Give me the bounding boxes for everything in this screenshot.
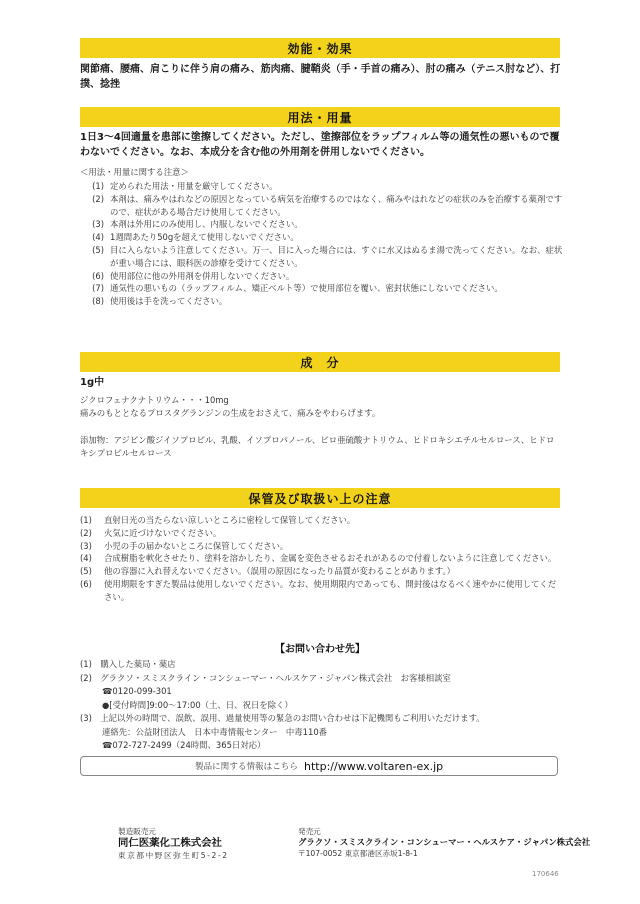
storage-item [80,514,560,527]
contact-phone: ☎0120-099-301 [102,686,172,696]
storage-item-text: 使用期限をすぎた製品は使用しないでください。なお、使用期限内であっても、開封後はなるべく速やかに使用してください。 [104,578,557,602]
usage-note-item-text: 1週間あたり50gを超えて使用しないでください。 [110,232,299,243]
usage-note-item-number: (5) [92,244,104,255]
storage-item-number: (4) [80,553,92,564]
storage-item-text: 火気に近づけないでください。 [104,527,222,538]
usage-banner [80,107,560,127]
usage-note-item-text: 目に入らないよう注意してください。万一、目に入った場合には、すぐに水又はぬるま湯で洗ってください。なお、症状が重い場合には、眼科医の診療を受けてください。 [110,244,563,268]
usage-note-item [84,193,564,219]
contact-emergency-phone: ☎072-727-2499（24時間、365日対応） [102,740,266,750]
storage-item-text: 合成樹脂を軟化させたり、塗料を溶かしたり、金属を変色させるおそれがあるので付着しないように注意してください。 [104,553,557,564]
storage-item-number: (2) [80,527,92,538]
usage-title: 用法・用量 [287,110,353,125]
document-code: 170646 [532,870,559,878]
usage-note-item-text: 本剤は、痛みやはれなどの原因となっている病気を治療するのではなく、痛みやはれなどの症状のみを治療する薬剤ですので、症状がある場合だけ使用してください。 [110,193,563,217]
contact-hours: ●[受付時間]9:00〜17:00（土、日、祝日を除く） [102,699,293,710]
usage-note-item [84,231,564,244]
efficacy-text: 関節痛、腰痛、肩こりに伴う肩の痛み、筋肉痛、腱鞘炎（手・手首の痛み）、肘の痛み（テニス肘など）、打撲、捻挫 [80,64,561,90]
seller-address: 〒107-0052 東京都港区赤坂1-8-1 [298,849,418,858]
ingredients-additives: 添加物：アジピン酸ジイソプロピル、乳酸、イソプロパノール、ピロ亜硫酸ナトリウム、ヒドロキシエチルセルロース、ヒドロキシプロピルセルロース [80,435,555,458]
contact-line2: (2) グラクソ・スミスクライン・コンシューマー・ヘルスケア・ジャパン株式会社 お客様相談室 [80,672,451,683]
contact-org: 連絡先：公益財団法人 日本中毒情報センター 中毒110番 [102,726,328,737]
usage-note-item-number: (4) [92,232,104,243]
usage-note-item [84,218,564,231]
url-note: 製品に関する情報はこちら [194,762,298,772]
efficacy-title: 効能・効果 [287,41,353,56]
storage-item-text: 直射日光の当たらない涼しいところに密栓して保管してください。 [104,515,356,525]
usage-note-item-number: (6) [92,270,104,281]
contact-block [80,658,560,753]
maker-info [118,826,229,861]
efficacy-banner [80,38,560,58]
maker-address: 東京都中野区弥生町5-2-2 [118,851,229,860]
storage-item [80,552,560,565]
storage-item-number: (1) [80,515,92,525]
usage-notes-list [84,180,564,308]
usage-note-item-text: 本剤は外用にのみ使用し、内服しないでください。 [110,219,303,230]
storage-item-text: 他の容器に入れ替えないでください。（誤用の原因になったり品質が変わることがあります。） [104,566,456,577]
usage-note-item [84,180,564,193]
ingredients-active: ジクロフェナクナトリウム・・・10mg [80,395,229,405]
ingredients-title: 成 分 [300,355,340,370]
usage-note-item-number: (1) [92,181,104,191]
storage-item-text: 小児の手の届かないところに保管してください。 [104,540,289,551]
ingredients-amount: 1g中 [80,377,105,388]
maker-name: 同仁医薬化工株式会社 [118,837,222,849]
usage-note-item-text: 通気性の悪いもの（ラップフィルム、矯正ベルト等）で使用部位を覆い、密封状態にしないでください。 [110,283,503,294]
contact-line3: (3) 上記以外の時間で、誤飲、誤用、過量使用等の緊急のお問い合わせは下記機関もご利用いただけます。 [80,713,485,723]
usage-note-item [84,270,564,283]
product-url-link[interactable]: http://www.voltaren-ex.jp [304,759,444,773]
usage-note-item [84,295,564,308]
storage-item [80,527,560,540]
contact-line1: (1) 購入した薬局・薬店 [80,659,176,669]
storage-item [80,540,560,553]
maker-label: 製造販売元 [118,827,156,836]
usage-text: 1日3〜4回適量を患部に塗擦してください。ただし、塗擦部位をラップフィルム等の通気性の悪いもので覆わないでください。なお、本成分を含む他の外用剤を併用しないでください。 [80,132,560,158]
usage-note-item-text: 使用後は手を洗ってください。 [110,296,228,307]
usage-note-item-number: (3) [92,219,104,230]
usage-note-item-text: 定められた用法・用量を厳守してください。 [110,181,278,191]
usage-notes-title: ＜用法・用量に関する注意＞ [80,167,189,177]
url-box [80,756,558,776]
usage-note-item-number: (8) [92,296,104,307]
storage-item-number: (3) [80,540,92,551]
storage-item [80,578,560,604]
ingredients-banner [80,352,560,372]
usage-note-item-number: (2) [92,193,104,204]
contact-title: 【お問い合わせ先】 [275,644,365,655]
seller-name: グラクソ・スミスクライン・コンシューマー・ヘルスケア・ジャパン株式会社 [298,837,591,847]
usage-note-item [84,244,564,270]
storage-item-number: (6) [80,578,92,589]
ingredients-description: 痛みのもととなるプロスタグランジンの生成をおさえて、痛みをやわらげます。 [80,408,381,418]
seller-info [298,826,590,859]
storage-title: 保管及び取扱い上の注意 [248,491,392,506]
usage-note-item [84,282,564,295]
storage-list [80,514,560,604]
usage-note-item-text: 使用部位に他の外用剤を併用しないでください。 [110,270,295,281]
storage-item-number: (5) [80,566,92,577]
seller-label: 発売元 [298,827,321,836]
storage-item [80,565,560,578]
usage-note-item-number: (7) [92,283,104,294]
storage-banner [80,488,560,508]
